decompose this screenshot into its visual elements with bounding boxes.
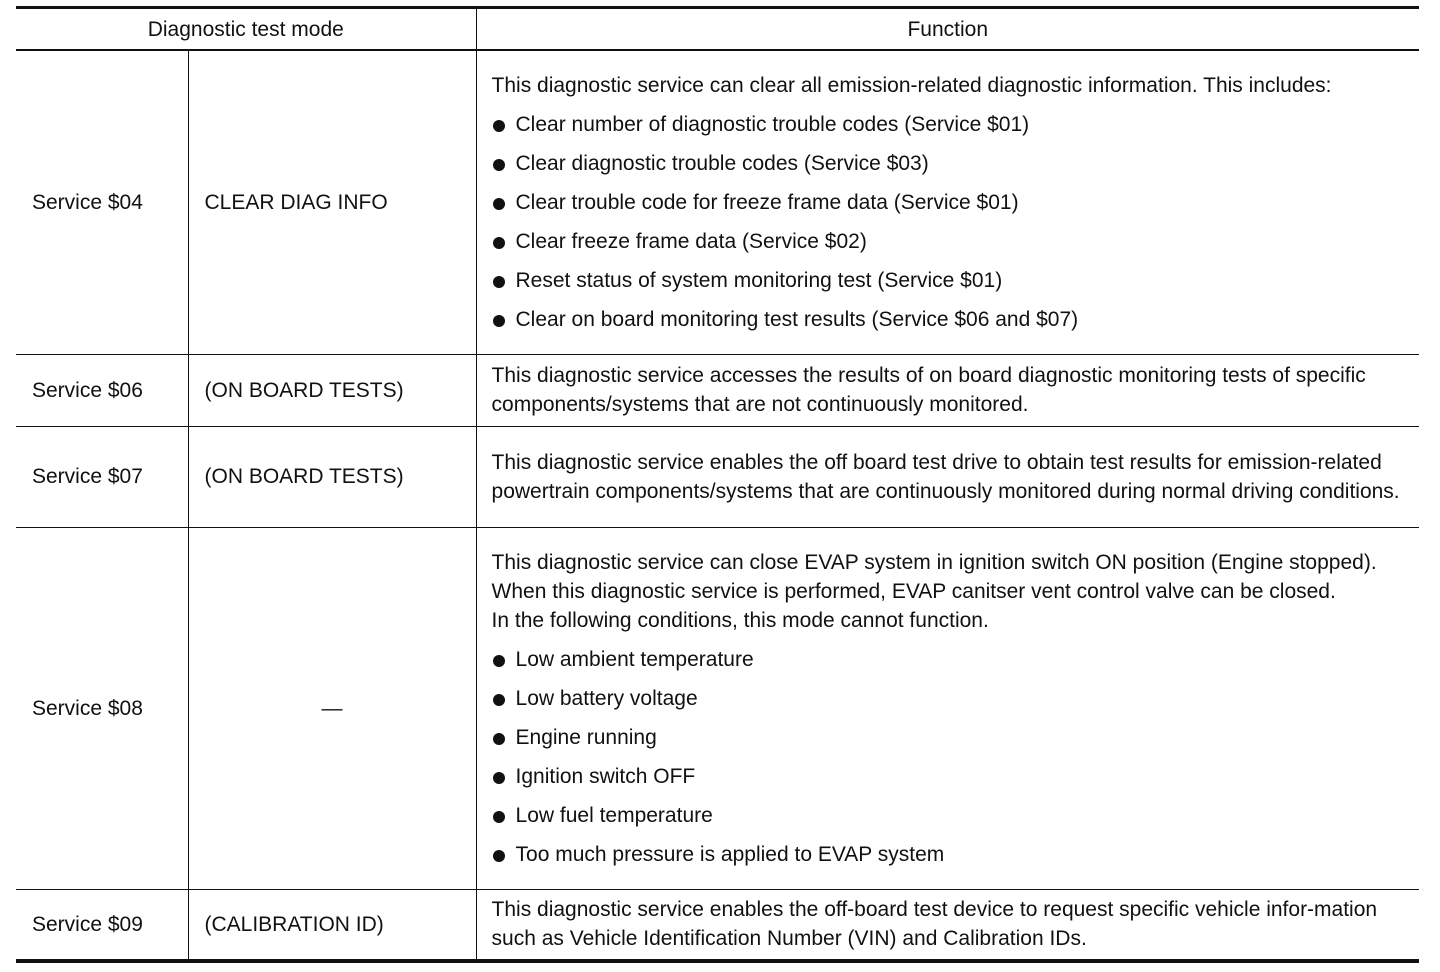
description-paragraph: In the following conditions, this mode cannot function. [491,608,989,632]
list-item [492,305,1418,334]
service-name: (CALIBRATION ID) [188,889,476,961]
list-item-text: Clear on board monitoring test results (Service $06 and $07) [515,307,1079,331]
bullet-list [492,110,1418,334]
function-description [476,50,1419,354]
list-item [492,266,1418,295]
bullet-icon [493,850,505,862]
list-item-text: Clear number of diagnostic trouble codes (Service $01) [515,112,1030,136]
description-paragraph: This diagnostic service accesses the results of on board diagnostic monitoring tests of specific components/systems that are not continuously monitored. [491,364,1366,416]
list-item [492,188,1418,217]
description-paragraph: This diagnostic service can close EVAP system in ignition switch ON position (Engine stopped). When this diagnostic service is performed, EVAP canitser vent control valve can be closed. [491,550,1377,603]
table-header-row [16,8,1419,51]
bullet-icon [493,120,505,132]
description-paragraph: This diagnostic service enables the off board test drive to obtain test results for emission-related powertrain components/systems that are continuously monitored during normal driving conditions. [491,450,1400,503]
header-diagnostic-test-mode: Diagnostic test mode [16,8,476,51]
list-item-text: Engine running [515,725,657,749]
list-item [492,110,1418,139]
service-code: Service $09 [16,889,188,961]
service-name: — [188,527,476,889]
list-item [492,227,1418,256]
bullet-icon [493,772,505,784]
list-item-text: Low battery voltage [515,686,698,710]
bullet-icon [493,159,505,171]
diagnostic-mode-table [16,6,1419,963]
service-code: Service $07 [16,426,188,527]
service-code: Service $06 [16,354,188,426]
function-description [476,426,1419,527]
list-item-text: Too much pressure is applied to EVAP system [515,842,945,866]
list-item [492,684,1418,713]
bullet-icon [493,655,505,667]
description-paragraph: This diagnostic service can clear all emission-related diagnostic information. This includes: [491,73,1332,97]
table-row [16,889,1419,961]
table-row [16,354,1419,426]
function-description [476,354,1419,426]
list-item-text: Clear diagnostic trouble codes (Service $03) [515,151,929,175]
bullet-icon [493,276,505,288]
list-item [492,645,1418,674]
list-item-text: Ignition switch OFF [515,764,696,788]
list-item [492,840,1418,869]
table-row [16,527,1419,889]
bullet-list [492,645,1418,869]
list-item [492,149,1418,178]
list-item-text: Clear trouble code for freeze frame data (Service $01) [515,190,1019,214]
table-row [16,50,1419,354]
function-description [476,527,1419,889]
function-description [476,889,1419,961]
service-code: Service $04 [16,50,188,354]
bullet-icon [493,315,505,327]
bullet-icon [493,733,505,745]
list-item [492,723,1418,752]
list-item-text: Low fuel temperature [515,803,713,827]
list-item [492,801,1418,830]
list-item-text: Low ambient temperature [515,647,754,671]
bullet-icon [493,694,505,706]
list-item [492,762,1418,791]
service-name: (ON BOARD TESTS) [188,354,476,426]
description-paragraph: This diagnostic service enables the off-board test device to request specific vehicle infor-mation such as Vehicle Identification Number (VIN) and Calibration IDs. [491,898,1378,951]
service-name: CLEAR DIAG INFO [188,50,476,354]
service-name: (ON BOARD TESTS) [188,426,476,527]
bullet-icon [493,198,505,210]
service-code: Service $08 [16,527,188,889]
bullet-icon [493,811,505,823]
bullet-icon [493,237,505,249]
table-row [16,426,1419,527]
list-item-text: Reset status of system monitoring test (Service $01) [515,268,1003,292]
header-function: Function [476,8,1419,51]
list-item-text: Clear freeze frame data (Service $02) [515,229,867,253]
